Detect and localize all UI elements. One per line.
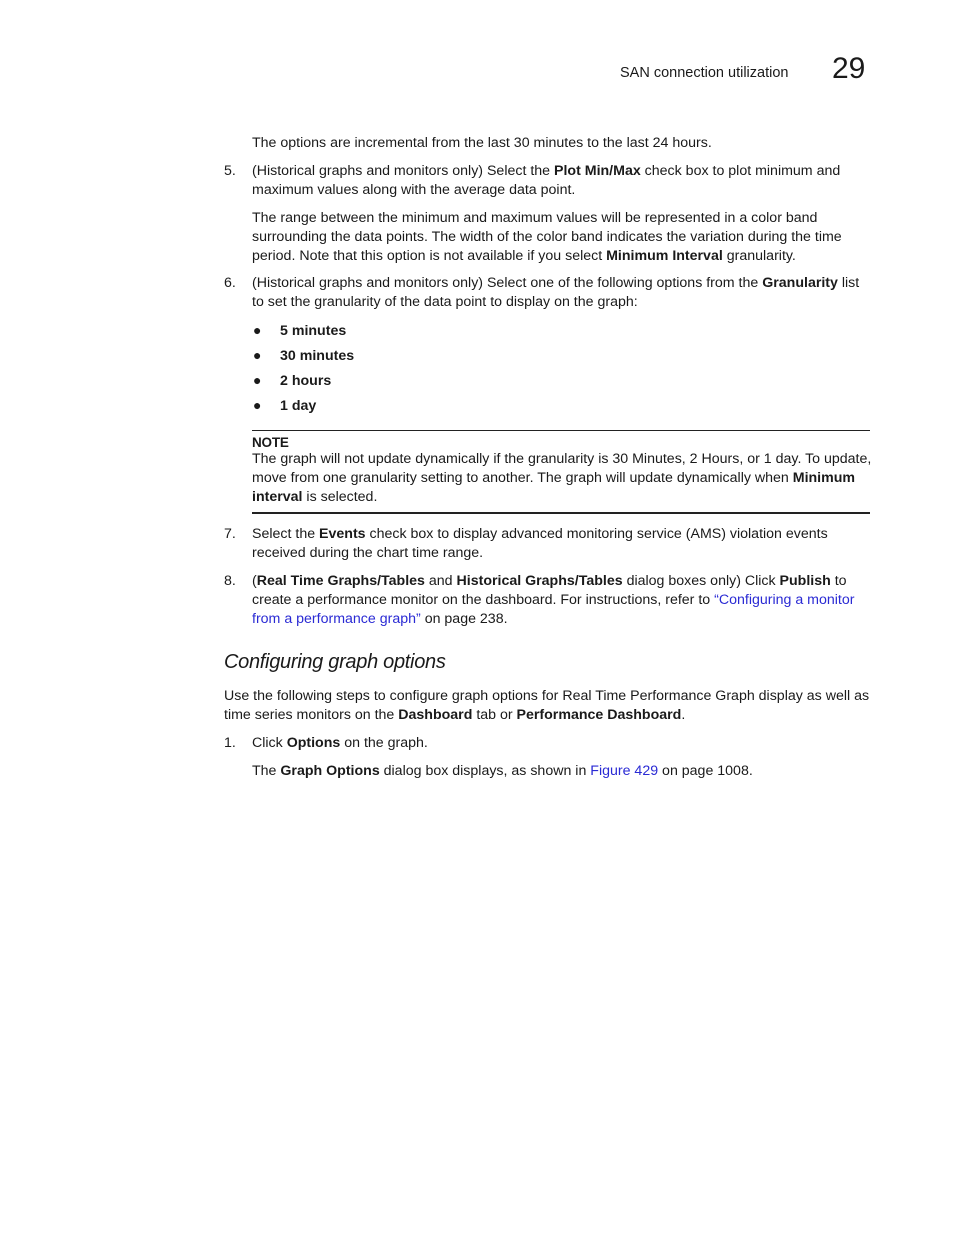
running-header-title: SAN connection utilization — [620, 65, 789, 81]
events-term: Events — [319, 526, 366, 542]
step-1-text: Click Options on the graph. — [252, 735, 428, 751]
note-bottom-rule — [252, 512, 870, 514]
minimum-interval-term: Minimum interval — [252, 469, 856, 505]
bullet-icon: ● — [253, 322, 262, 338]
figure-429-link[interactable]: Figure 429 — [590, 763, 659, 779]
granularity-option: 2 hours — [280, 373, 332, 389]
step-7-number: 7. — [224, 526, 236, 542]
historical-graphs-term: Historical Graphs/Tables — [456, 573, 623, 589]
plot-min-max-term: Plot Min/Max — [554, 163, 641, 179]
step-5-text: (Historical graphs and monitors only) Select the Plot Min/Max check box to plot minimum and maximum values along with the average data point. — [252, 163, 841, 198]
dashboard-term: Dashboard — [398, 706, 473, 723]
note-text: The graph will not update dynamically if the granularity is 30 Minutes, 2 Hours, or 1 day. To update, move from one granularity setting to another. The graph will update dynamically when Minimum interval is selected. — [252, 451, 872, 505]
step-5-detail: The range between the minimum and maximum values will be represented in a color band surrounding the data points. The width of the color band indicates the variation during the time period. Note that this option is not available if you select Minimum Interval granularity. — [252, 210, 842, 264]
intro-paragraph: The options are incremental from the last 30 minutes to the last 24 hours. — [252, 135, 712, 151]
step-6-text: (Historical graphs and monitors only) Select one of the following options from the Granularity list to set the granularity of the data point to display on the graph: — [252, 275, 860, 310]
step-7-text: Select the Events check box to display advanced monitoring service (AMS) violation events received during the chart time range. — [252, 526, 828, 561]
options-term: Options — [286, 735, 341, 751]
step-1-number: 1. — [224, 735, 236, 751]
step-5-number: 5. — [224, 163, 236, 179]
chapter-number: 29 — [832, 52, 866, 85]
real-time-graphs-term: Real Time Graphs/Tables — [256, 573, 425, 589]
publish-term: Publish — [779, 573, 831, 589]
bullet-icon: ● — [253, 347, 262, 363]
section-intro: Use the following steps to configure graph options for Real Time Performance Graph display as well as time series monitors on the Dashboard tab or Performance Dashboard. — [224, 688, 870, 723]
step-8-number: 8. — [224, 573, 236, 589]
minimum-interval-term: Minimum Interval — [606, 247, 723, 264]
performance-dashboard-term: Performance Dashboard — [516, 706, 682, 723]
step-1-detail: The Graph Options dialog box displays, as shown in Figure 429 on page 1008. — [252, 763, 753, 779]
bullet-icon: ● — [253, 397, 262, 413]
step-6-number: 6. — [224, 275, 236, 291]
bullet-icon: ● — [253, 372, 262, 388]
step-8-text: (Real Time Graphs/Tables and Historical Graphs/Tables dialog boxes only) Click Publish to create a performance monitor on the dashboard. For instructions, refer to “Configuring a monitor from a performance graph” on page 238. — [252, 573, 855, 627]
granularity-option: 5 minutes — [280, 323, 347, 339]
configuring-monitor-link[interactable]: “Configuring a monitor from a performance graph” — [252, 591, 855, 627]
section-heading: Configuring graph options — [224, 651, 446, 673]
graph-options-term: Graph Options — [280, 763, 380, 779]
granularity-option: 30 minutes — [280, 348, 355, 364]
granularity-option: 1 day — [280, 398, 317, 414]
note-top-rule — [252, 430, 870, 431]
note-label: NOTE — [252, 435, 289, 450]
granularity-term: Granularity — [762, 275, 838, 291]
